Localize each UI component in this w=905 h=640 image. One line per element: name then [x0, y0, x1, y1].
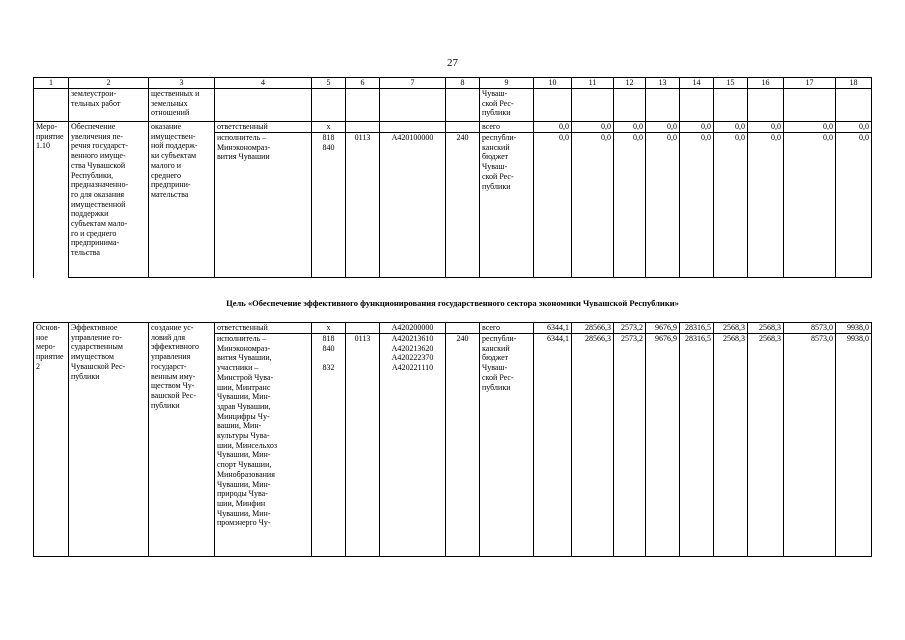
program-table-upper: [33, 77, 872, 278]
col-header: 1: [34, 78, 69, 89]
cell-role: исполнитель – Минэкономраз- вития Чувашии, участники – Минстрой Чува- шии, Минтранс Чувашии, Мин- здрав Чувашии, Минцифры Чу- вашии, Мин- культуры Чува- шии, Минсельхоз Чувашии, Мин- спорт Чувашии, Минобразования Чувашии, Мин- природы Чува- шии, Минфин Чувашии, Мин- промэнерго Чу-: [215, 334, 312, 557]
cell-value: 0,0: [836, 122, 872, 133]
col-header: 16: [748, 78, 784, 89]
table-row: [34, 122, 872, 133]
col-header: 4: [215, 78, 312, 89]
cell-value: 0,0: [748, 133, 784, 278]
continuation-row: [34, 89, 872, 122]
cell-code: А420100000: [380, 133, 446, 278]
cell-value: 28316,5: [680, 323, 714, 334]
cell-value: 2573,2: [614, 323, 646, 334]
cell-value: 2568,3: [748, 323, 784, 334]
cell-value: 0,0: [748, 122, 784, 133]
col-header: 12: [614, 78, 646, 89]
cell-value: 0,0: [714, 122, 748, 133]
cell-value: 28566,3: [572, 334, 614, 557]
table-row: [34, 323, 872, 334]
cell-code: 240: [446, 334, 480, 557]
cell-goal: оказание имуществен- ной поддерж- ки субъектам малого и среднего предприни- мательства: [149, 122, 215, 278]
cell-role: исполнитель – Минэкономраз- вития Чувашии: [215, 133, 312, 278]
cell-code: 0113: [346, 133, 380, 278]
col-header: 2: [69, 78, 149, 89]
cell-source: республи- канский бюджет Чуваш- ской Рес- публики: [480, 133, 534, 278]
cell-value: 0,0: [534, 122, 572, 133]
cell-value: 9676,9: [646, 323, 680, 334]
cell-code: А420200000: [380, 323, 446, 334]
cell-role: ответственный: [215, 122, 312, 133]
cell-role: ответственный: [215, 323, 312, 334]
cell-value: 6344,1: [534, 334, 572, 557]
cell-value: 0,0: [680, 133, 714, 278]
col-header: 8: [446, 78, 480, 89]
cell-value: 0,0: [784, 122, 836, 133]
page-number: 27: [447, 57, 458, 69]
col-header: 11: [572, 78, 614, 89]
cell-measure-id: Основ- ное меро- приятие 2: [34, 323, 69, 557]
cell-value: 2573,2: [614, 334, 646, 557]
cell-source: всего: [480, 323, 534, 334]
cell-value: 9676,9: [646, 334, 680, 557]
cell-value: 2568,3: [714, 323, 748, 334]
cell-value: 0,0: [836, 133, 872, 278]
cell-value: 0,0: [572, 133, 614, 278]
cell-description: землеустрои- тельных работ: [69, 89, 149, 122]
cell-code: 240: [446, 133, 480, 278]
cell-value: 0,0: [534, 133, 572, 278]
cell-source: республи- канский бюджет Чуваш- ской Рес- публики: [480, 334, 534, 557]
col-header: 14: [680, 78, 714, 89]
cell-value: 0,0: [784, 133, 836, 278]
cell-value: 0,0: [572, 122, 614, 133]
cell-code: 0113: [346, 334, 380, 557]
cell-source: Чуваш- ской Рес- публики: [480, 89, 534, 122]
cell-code: А420213610 А420213620 А420222370 А420221110: [380, 334, 446, 557]
col-header: 7: [380, 78, 446, 89]
col-header: 9: [480, 78, 534, 89]
cell-code: x: [312, 323, 346, 334]
cell-value: 0,0: [646, 133, 680, 278]
cell-value: 9938,0: [836, 323, 872, 334]
cell-code: x: [312, 122, 346, 133]
cell-description: Обеспечение увеличения пе- речня государст- венного имуще- ства Чувашской Республики, предназначенно- го для оказания имущественной поддержки субъектам мало- го и среднего предпринима- тельства: [69, 122, 149, 278]
col-header: 6: [346, 78, 380, 89]
cell-value: 0,0: [680, 122, 714, 133]
col-header: 5: [312, 78, 346, 89]
cell-value: 28566,3: [572, 323, 614, 334]
goal-title: Цель «Обеспечение эффективного функционирования государственного сектора экономики Чувашской Республики»: [226, 298, 679, 308]
cell-value: 2568,3: [714, 334, 748, 557]
cell-source: всего: [480, 122, 534, 133]
cell-description: Эффективное управление го- сударственным имуществом Чувашской Рес- публики: [69, 323, 149, 557]
cell-measure-id: Меро- приятие 1.10: [34, 122, 69, 278]
col-header: 15: [714, 78, 748, 89]
col-header: 18: [836, 78, 872, 89]
cell-goal: щественных и земельных отношений: [149, 89, 215, 122]
cell-goal: создание ус- ловий для эффективного управления государст- венным иму- ществом Чу- вашской Рес- публики: [149, 323, 215, 557]
cell-code: 818 840: [312, 133, 346, 278]
program-table-lower: [33, 322, 872, 557]
cell-value: 0,0: [646, 122, 680, 133]
cell-code: 818 840 832: [312, 334, 346, 557]
column-number-row: [34, 78, 872, 89]
cell-value: 0,0: [614, 122, 646, 133]
cell-value: 6344,1: [534, 323, 572, 334]
cell-value: 28316,5: [680, 334, 714, 557]
cell-value: 0,0: [714, 133, 748, 278]
col-header: 3: [149, 78, 215, 89]
col-header: 10: [534, 78, 572, 89]
col-header: 13: [646, 78, 680, 89]
cell-value: 2568,3: [748, 334, 784, 557]
cell-value: 9938,0: [836, 334, 872, 557]
cell-value: 8573,0: [784, 323, 836, 334]
col-header: 17: [784, 78, 836, 89]
cell-value: 0,0: [614, 133, 646, 278]
cell-value: 8573,0: [784, 334, 836, 557]
